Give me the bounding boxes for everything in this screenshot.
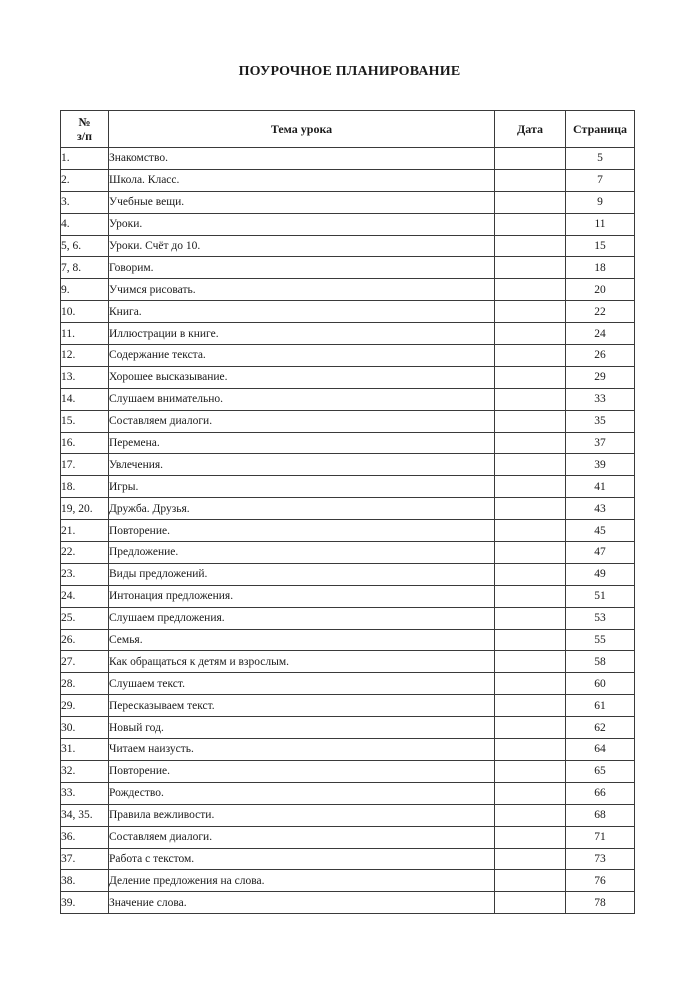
lesson-date-cell [495, 804, 566, 826]
lesson-date-cell [495, 739, 566, 761]
header-number-sign: № [78, 115, 91, 129]
lesson-page-cell: 53 [566, 607, 635, 629]
table-row [61, 695, 635, 717]
lesson-number-cell: 1. [61, 148, 109, 170]
lesson-page-cell: 73 [566, 848, 635, 870]
lesson-page-cell: 62 [566, 717, 635, 739]
lesson-page-cell: 26 [566, 345, 635, 367]
lesson-topic-cell: Знакомство. [109, 148, 495, 170]
lesson-topic-cell: Работа с текстом. [109, 848, 495, 870]
header-date: Дата [495, 111, 566, 148]
lesson-topic-cell: Слушаем текст. [109, 673, 495, 695]
lesson-date-cell [495, 717, 566, 739]
table-row [61, 148, 635, 170]
lesson-number-cell: 19, 20. [61, 498, 109, 520]
table-row [61, 388, 635, 410]
lesson-page-cell: 15 [566, 235, 635, 257]
table-row [61, 279, 635, 301]
lesson-number-cell: 31. [61, 739, 109, 761]
lesson-page-cell: 5 [566, 148, 635, 170]
table-row [61, 585, 635, 607]
lesson-date-cell [495, 191, 566, 213]
lesson-number-cell: 2. [61, 169, 109, 191]
lesson-date-cell [495, 651, 566, 673]
lesson-page-cell: 35 [566, 410, 635, 432]
table-row [61, 235, 635, 257]
table-row [61, 563, 635, 585]
lesson-date-cell [495, 498, 566, 520]
table-row [61, 454, 635, 476]
lesson-page-cell: 76 [566, 870, 635, 892]
lesson-topic-cell: Дружба. Друзья. [109, 498, 495, 520]
table-row [61, 782, 635, 804]
lesson-topic-cell: Составляем диалоги. [109, 410, 495, 432]
lesson-page-cell: 11 [566, 213, 635, 235]
table-row [61, 410, 635, 432]
lesson-topic-cell: Хорошее высказывание. [109, 366, 495, 388]
lesson-page-cell: 47 [566, 542, 635, 564]
lesson-number-cell: 27. [61, 651, 109, 673]
header-topic: Тема урока [109, 111, 495, 148]
table-row [61, 892, 635, 914]
table-row [61, 542, 635, 564]
lesson-date-cell [495, 169, 566, 191]
table-row [61, 673, 635, 695]
lesson-date-cell [495, 782, 566, 804]
header-number [61, 111, 109, 148]
lesson-number-cell: 32. [61, 760, 109, 782]
lesson-topic-cell: Повторение. [109, 760, 495, 782]
lesson-date-cell [495, 760, 566, 782]
lesson-page-cell: 55 [566, 629, 635, 651]
lesson-date-cell [495, 432, 566, 454]
lesson-page-cell: 66 [566, 782, 635, 804]
table-row [61, 169, 635, 191]
lesson-number-cell: 3. [61, 191, 109, 213]
lesson-page-cell: 68 [566, 804, 635, 826]
lesson-topic-cell: Книга. [109, 301, 495, 323]
header-row [61, 111, 635, 148]
lesson-date-cell [495, 279, 566, 301]
lesson-page-cell: 24 [566, 323, 635, 345]
lesson-topic-cell: Как обращаться к детям и взрослым. [109, 651, 495, 673]
lesson-date-cell [495, 257, 566, 279]
lesson-page-cell: 39 [566, 454, 635, 476]
lesson-number-cell: 21. [61, 520, 109, 542]
lesson-date-cell [495, 892, 566, 914]
lesson-date-cell [495, 848, 566, 870]
lesson-date-cell [495, 454, 566, 476]
lesson-date-cell [495, 563, 566, 585]
lesson-date-cell [495, 213, 566, 235]
lesson-topic-cell: Рождество. [109, 782, 495, 804]
lesson-number-cell: 24. [61, 585, 109, 607]
lesson-date-cell [495, 629, 566, 651]
table-body [61, 148, 635, 914]
lesson-topic-cell: Иллюстрации в книге. [109, 323, 495, 345]
lesson-number-cell: 30. [61, 717, 109, 739]
lesson-page-cell: 58 [566, 651, 635, 673]
table-row [61, 651, 635, 673]
lesson-topic-cell: Увлечения. [109, 454, 495, 476]
table-row [61, 213, 635, 235]
table-row [61, 826, 635, 848]
lesson-page-cell: 18 [566, 257, 635, 279]
table-row [61, 345, 635, 367]
lesson-number-cell: 5, 6. [61, 235, 109, 257]
lesson-number-cell: 23. [61, 563, 109, 585]
lesson-date-cell [495, 585, 566, 607]
lesson-page-cell: 64 [566, 739, 635, 761]
lesson-topic-cell: Семья. [109, 629, 495, 651]
lesson-date-cell [495, 301, 566, 323]
lesson-date-cell [495, 148, 566, 170]
table-row [61, 804, 635, 826]
lesson-date-cell [495, 542, 566, 564]
lesson-date-cell [495, 235, 566, 257]
lesson-date-cell [495, 388, 566, 410]
table-row [61, 301, 635, 323]
lesson-date-cell [495, 607, 566, 629]
lesson-number-cell: 4. [61, 213, 109, 235]
lesson-number-cell: 26. [61, 629, 109, 651]
lesson-page-cell: 20 [566, 279, 635, 301]
lesson-page-cell: 29 [566, 366, 635, 388]
lesson-number-cell: 39. [61, 892, 109, 914]
lesson-page-cell: 9 [566, 191, 635, 213]
lesson-date-cell [495, 826, 566, 848]
lesson-topic-cell: Слушаем предложения. [109, 607, 495, 629]
lesson-topic-cell: Уроки. Счёт до 10. [109, 235, 495, 257]
lesson-page-cell: 22 [566, 301, 635, 323]
lesson-number-cell: 13. [61, 366, 109, 388]
lesson-number-cell: 37. [61, 848, 109, 870]
lesson-topic-cell: Интонация предложения. [109, 585, 495, 607]
page-title: ПОУРОЧНОЕ ПЛАНИРОВАНИЕ [238, 64, 461, 79]
lesson-topic-cell: Правила вежливости. [109, 804, 495, 826]
table-row [61, 257, 635, 279]
lesson-page-cell: 45 [566, 520, 635, 542]
lesson-number-cell: 9. [61, 279, 109, 301]
table-row [61, 717, 635, 739]
lesson-number-cell: 17. [61, 454, 109, 476]
lesson-date-cell [495, 345, 566, 367]
table-row [61, 760, 635, 782]
table-row [61, 432, 635, 454]
lesson-date-cell [495, 476, 566, 498]
lesson-date-cell [495, 410, 566, 432]
lesson-number-cell: 10. [61, 301, 109, 323]
lesson-page-cell: 60 [566, 673, 635, 695]
lesson-number-cell: 28. [61, 673, 109, 695]
lesson-number-cell: 7, 8. [61, 257, 109, 279]
table-row [61, 191, 635, 213]
table-row [61, 629, 635, 651]
lesson-page-cell: 78 [566, 892, 635, 914]
lesson-topic-cell: Слушаем внимательно. [109, 388, 495, 410]
lesson-topic-cell: Перемена. [109, 432, 495, 454]
lesson-date-cell [495, 673, 566, 695]
lesson-number-cell: 15. [61, 410, 109, 432]
lesson-topic-cell: Учебные вещи. [109, 191, 495, 213]
lesson-plan-table [60, 110, 635, 914]
header-number-abbrev: з/п [76, 129, 93, 143]
lesson-number-cell: 22. [61, 542, 109, 564]
lesson-number-cell: 25. [61, 607, 109, 629]
lesson-number-cell: 34, 35. [61, 804, 109, 826]
lesson-date-cell [495, 323, 566, 345]
lesson-number-cell: 11. [61, 323, 109, 345]
lesson-number-cell: 36. [61, 826, 109, 848]
lesson-topic-cell: Читаем наизусть. [109, 739, 495, 761]
lesson-page-cell: 43 [566, 498, 635, 520]
table-row [61, 739, 635, 761]
lesson-date-cell [495, 366, 566, 388]
lesson-date-cell [495, 520, 566, 542]
lesson-topic-cell: Деление предложения на слова. [109, 870, 495, 892]
lesson-number-cell: 16. [61, 432, 109, 454]
lesson-topic-cell: Игры. [109, 476, 495, 498]
lesson-page-cell: 51 [566, 585, 635, 607]
lesson-page-cell: 49 [566, 563, 635, 585]
lesson-topic-cell: Школа. Класс. [109, 169, 495, 191]
lesson-topic-cell: Пересказываем текст. [109, 695, 495, 717]
lesson-date-cell [495, 870, 566, 892]
table-header [61, 111, 635, 148]
lesson-page-cell: 37 [566, 432, 635, 454]
lesson-topic-cell: Виды предложений. [109, 563, 495, 585]
lesson-page-cell: 65 [566, 760, 635, 782]
lesson-number-cell: 18. [61, 476, 109, 498]
lesson-number-cell: 38. [61, 870, 109, 892]
table-row [61, 498, 635, 520]
table-row [61, 323, 635, 345]
lesson-topic-cell: Учимся рисовать. [109, 279, 495, 301]
lesson-topic-cell: Предложение. [109, 542, 495, 564]
lesson-topic-cell: Содержание текста. [109, 345, 495, 367]
table-row [61, 520, 635, 542]
lesson-number-cell: 14. [61, 388, 109, 410]
table-row [61, 870, 635, 892]
lesson-topic-cell: Новый год. [109, 717, 495, 739]
lesson-topic-cell: Уроки. [109, 213, 495, 235]
lesson-topic-cell: Повторение. [109, 520, 495, 542]
lesson-page-cell: 33 [566, 388, 635, 410]
lesson-number-cell: 12. [61, 345, 109, 367]
lesson-topic-cell: Говорим. [109, 257, 495, 279]
header-page: Страница [566, 111, 635, 148]
lesson-date-cell [495, 695, 566, 717]
table-row [61, 848, 635, 870]
table-row [61, 607, 635, 629]
lesson-topic-cell: Составляем диалоги. [109, 826, 495, 848]
lesson-topic-cell: Значение слова. [109, 892, 495, 914]
lesson-page-cell: 7 [566, 169, 635, 191]
lesson-page-cell: 71 [566, 826, 635, 848]
lesson-number-cell: 33. [61, 782, 109, 804]
table-row [61, 366, 635, 388]
table-row [61, 476, 635, 498]
lesson-page-cell: 61 [566, 695, 635, 717]
lesson-page-cell: 41 [566, 476, 635, 498]
lesson-number-cell: 29. [61, 695, 109, 717]
